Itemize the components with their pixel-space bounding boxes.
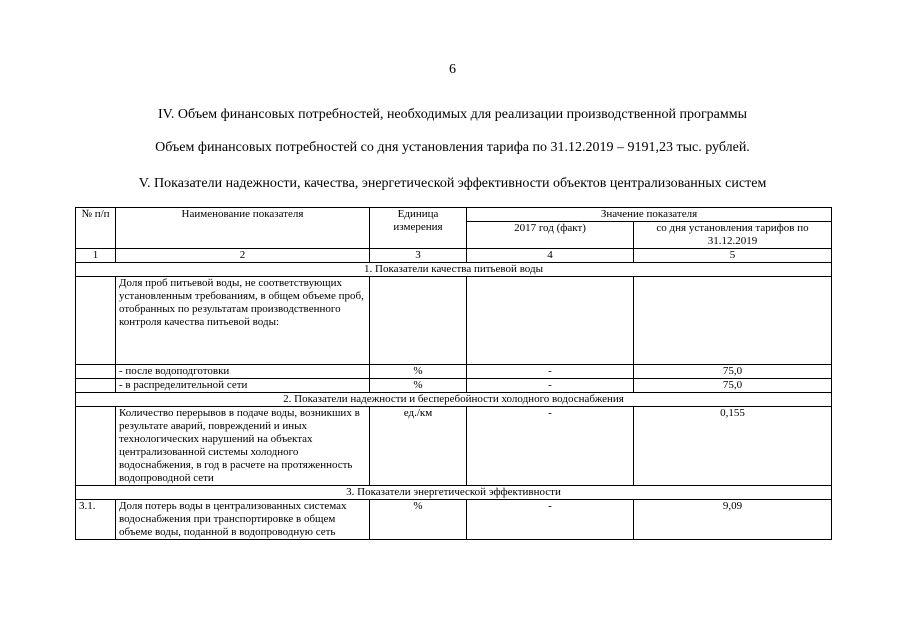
row-unit: ед./км [370,407,467,486]
table-row [76,407,832,486]
financial-needs-summary: Объем финансовых потребностей со дня установления тарифа по 31.12.2019 – 9191,23 тыс. рублей. [155,140,750,155]
table-row [76,379,832,393]
table-header-row [76,208,832,222]
row-value-2017 [467,277,634,365]
column-number: 1 [76,249,116,263]
header-value-tariff: со дня установления тарифов по 31.12.2019 [634,222,832,249]
column-number: 5 [634,249,832,263]
page-number: 6 [449,62,456,77]
column-number: 4 [467,249,634,263]
row-num [76,277,116,365]
row-value-tariff: 9,09 [634,500,832,540]
row-unit: % [370,500,467,540]
row-value-2017: - [467,500,634,540]
row-name: - в распределительной сети [116,379,370,393]
row-unit: % [370,379,467,393]
row-num [76,407,116,486]
row-unit [370,277,467,365]
column-numbers-row [76,249,832,263]
row-value-tariff [634,277,832,365]
row-unit: % [370,365,467,379]
section-5-title: V. Показатели надежности, качества, энергетической эффективности объектов централизованных систем [138,176,767,191]
indicators-table [75,207,832,540]
table-row [76,365,832,379]
row-name: Количество перерывов в подаче воды, возникших в результате аварий, повреждений и иных технологических нарушений на объектах централизованной системы холодного водоснабжения, в год в расчете на протяженность водопроводной сети [116,407,370,486]
row-value-2017: - [467,365,634,379]
row-num [76,379,116,393]
row-num [76,365,116,379]
row-value-tariff: 75,0 [634,379,832,393]
header-value-2017: 2017 год (факт) [467,222,634,249]
row-value-tariff: 0,155 [634,407,832,486]
row-value-tariff: 75,0 [634,365,832,379]
column-number: 2 [116,249,370,263]
header-unit: Единица измерения [370,208,467,249]
row-name: Доля потерь воды в централизованных системах водоснабжения при транспортировке в общем объеме воды, поданной в водопроводную сеть [116,500,370,540]
section-title: 2. Показатели надежности и бесперебойности холодного водоснабжения [76,393,832,407]
table-row [76,500,832,540]
section-4-title: IV. Объем финансовых потребностей, необходимых для реализации производственной программы [157,107,748,122]
section-title: 3. Показатели энергетической эффективности [76,486,832,500]
column-number: 3 [370,249,467,263]
section-row-quality [76,263,832,277]
section-row-reliability [76,393,832,407]
row-value-2017: - [467,379,634,393]
header-name: Наименование показателя [116,208,370,249]
header-num: № п/п [76,208,116,249]
table-row [76,277,832,365]
section-row-energy-efficiency [76,486,832,500]
section-title: 1. Показатели качества питьевой воды [76,263,832,277]
row-name: - после водоподготовки [116,365,370,379]
row-num: 3.1. [76,500,116,540]
row-value-2017: - [467,407,634,486]
header-value-group: Значение показателя [467,208,832,222]
row-name: Доля проб питьевой воды, не соответствующих установленным требованиям, в общем объеме проб, отобранных по результатам производственного контроля качества питьевой воды: [116,277,370,365]
